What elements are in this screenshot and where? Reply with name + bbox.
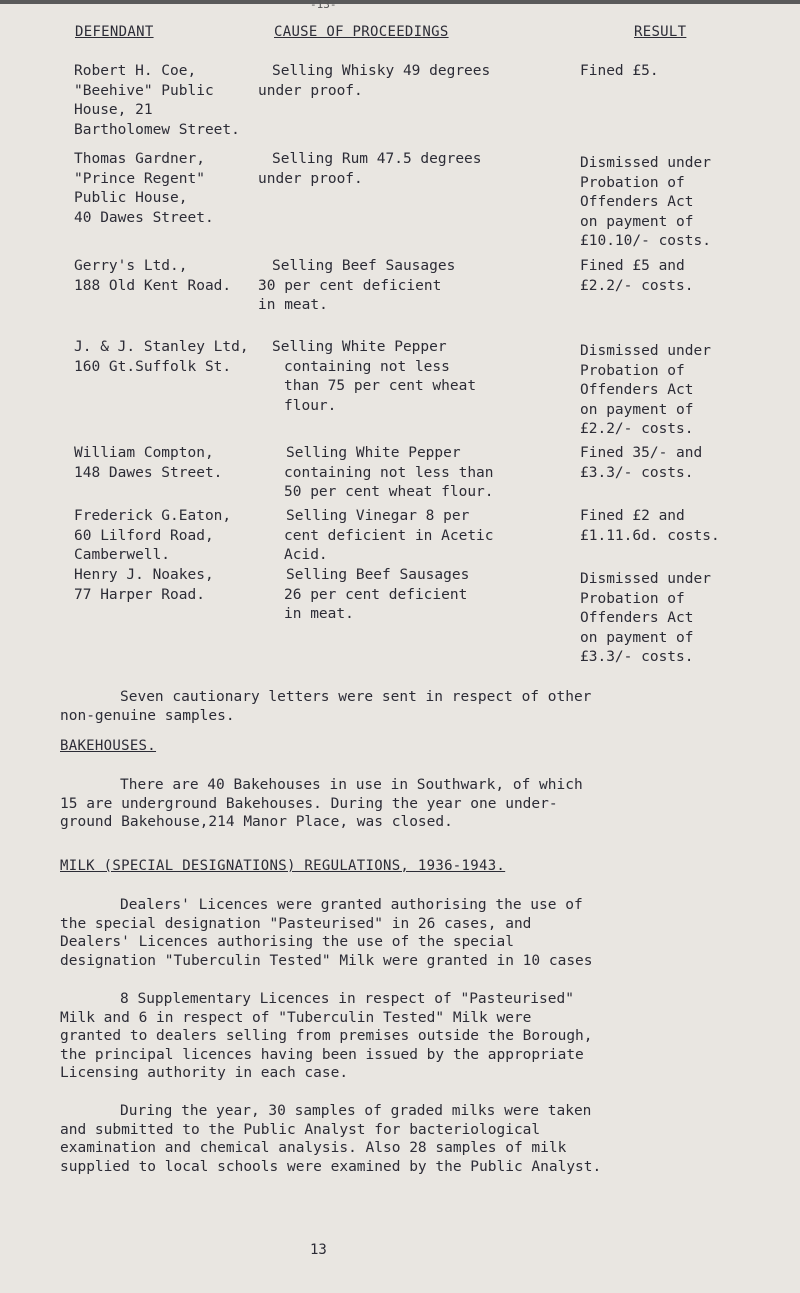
milk-supplementary-paragraph: 8 Supplementary Licences in respect of "Pasteurised" Milk and 6 in respect of "Tuberculin Tested" Milk were granted to dealers selling from premises outside the Borough, the principal licences having been issued by the appropriate Licensing authority in each case. bbox=[60, 991, 593, 1081]
cause-cell: Selling White Pepper containing not less than 50 per cent wheat flour. bbox=[284, 445, 494, 500]
result-cell: Dismissed under Probation of Offenders Act on payment of £2.2/- costs. bbox=[580, 343, 711, 437]
header-result: RESULT bbox=[634, 24, 687, 40]
cause-cell: Selling Whisky 49 degrees under proof. bbox=[258, 63, 491, 99]
defendant-cell: Robert H. Coe, "Beehive" Public House, 21 Bartholomew Street. bbox=[74, 63, 240, 138]
defendant-cell: J. & J. Stanley Ltd, 160 Gt.Suffolk St. bbox=[74, 339, 249, 375]
cause-cell: Selling Beef Sausages 26 per cent deficient in meat. bbox=[284, 567, 470, 622]
header-cause: CAUSE OF PROCEEDINGS bbox=[274, 24, 449, 40]
defendant-cell: Henry J. Noakes, 77 Harper Road. bbox=[74, 567, 214, 603]
top-page-mark: -13- bbox=[310, 0, 337, 11]
defendant-cell: Frederick G.Eaton, 60 Lilford Road, Camberwell. bbox=[74, 508, 232, 563]
result-cell: Fined £5 and £2.2/- costs. bbox=[580, 258, 694, 294]
defendant-cell: William Compton, 148 Dawes Street. bbox=[74, 445, 223, 481]
header-defendant: DEFENDANT bbox=[75, 24, 154, 40]
defendant-cell: Thomas Gardner, "Prince Regent" Public House, 40 Dawes Street. bbox=[74, 151, 214, 226]
result-cell: Dismissed under Probation of Offenders Act on payment of £10.10/- costs. bbox=[580, 155, 711, 249]
milk-licences-paragraph: Dealers' Licences were granted authorising the use of the special designation "Pasteurised" in 26 cases, and Dealers' Licences authorising the use of the special designation "Tuberculin Tested" Milk were granted in 10 cases bbox=[60, 897, 593, 969]
milk-regulations-heading: MILK (SPECIAL DESIGNATIONS) REGULATIONS, 1936-1943. bbox=[60, 858, 506, 874]
result-cell: Fined 35/- and £3.3/- costs. bbox=[580, 445, 703, 481]
cause-cell: Selling White Pepper containing not less than 75 per cent wheat flour. bbox=[272, 339, 477, 414]
result-cell: Fined £2 and £1.11.6d. costs. bbox=[580, 508, 720, 544]
bakehouses-heading: BAKEHOUSES. bbox=[60, 738, 157, 754]
cause-cell: Selling Rum 47.5 degrees under proof. bbox=[258, 151, 482, 187]
milk-samples-paragraph: During the year, 30 samples of graded milks were taken and submitted to the Public Analyst for bacteriological examination and chemical analysis. Also 28 samples of milk supplied to local schools were examined by the Public Analyst. bbox=[60, 1103, 602, 1175]
cautionary-paragraph: Seven cautionary letters were sent in respect of other non-genuine samples. bbox=[60, 689, 592, 724]
cause-cell: Selling Vinegar 8 per cent deficient in Acetic Acid. bbox=[284, 508, 494, 563]
page-number: 13 bbox=[310, 1242, 327, 1258]
cause-cell: Selling Beef Sausages 30 per cent deficient in meat. bbox=[258, 258, 456, 313]
defendant-cell: Gerry's Ltd., 188 Old Kent Road. bbox=[74, 258, 232, 294]
bakehouses-paragraph: There are 40 Bakehouses in use in Southwark, of which 15 are underground Bakehouses. During the year one under- ground Bakehouse,214 Manor Place, was closed. bbox=[60, 777, 583, 830]
page-top-edge bbox=[0, 0, 800, 4]
result-cell: Fined £5. bbox=[580, 63, 659, 79]
result-cell: Dismissed under Probation of Offenders Act on payment of £3.3/- costs. bbox=[580, 571, 711, 665]
